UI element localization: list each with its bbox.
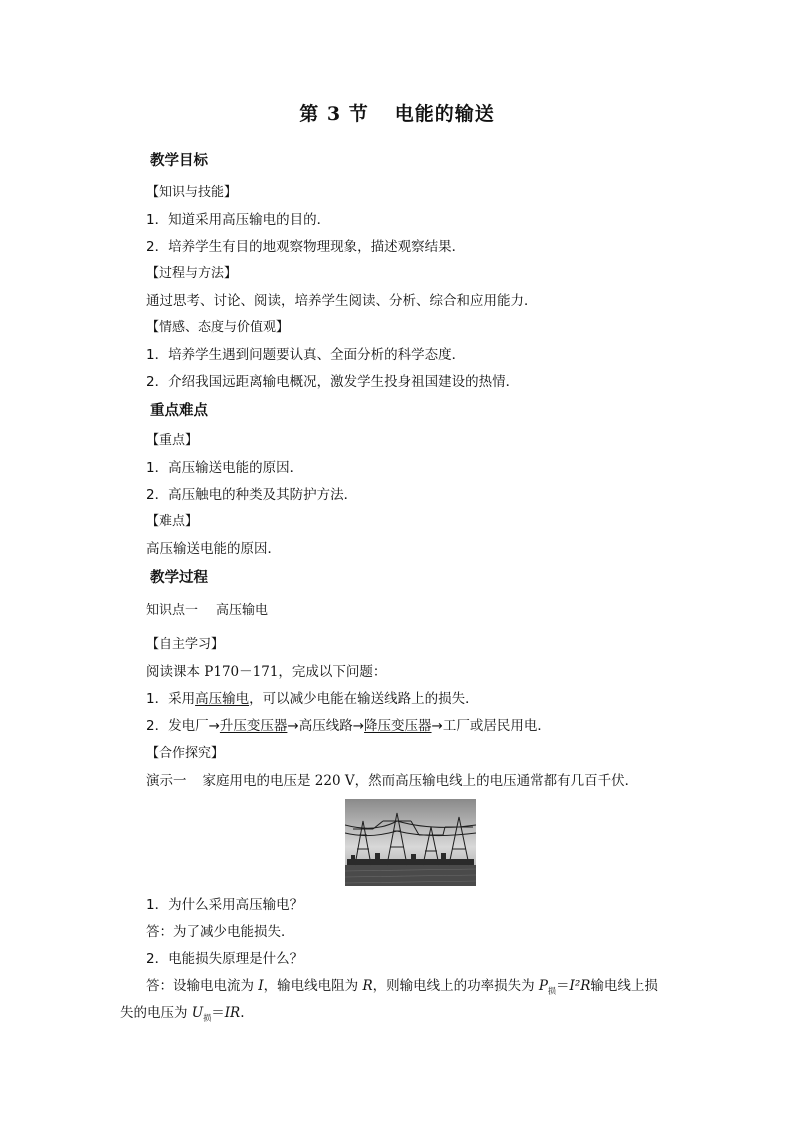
substation-image: [345, 799, 476, 886]
section-heading-key: 重点难点: [150, 403, 208, 419]
question-1: 1．为什么采用高压输电？: [146, 897, 304, 913]
reading-instruction: [146, 663, 386, 681]
topic-name: 高压输电: [216, 603, 269, 618]
topic-label: 知识点一: [146, 603, 199, 618]
key-difficulty-1: 高压输送电能的原因．: [146, 541, 281, 557]
page-title: [0, 102, 794, 126]
q1-prefix: 1．采用: [146, 691, 196, 707]
equals-sign-2: ＝: [211, 1005, 225, 1021]
symbol-voltage: U: [191, 1005, 204, 1021]
formula-i2r: I²R: [569, 978, 591, 994]
cooperation-heading: 【合作探究】: [146, 746, 225, 761]
self-study-heading: 【自主学习】: [146, 637, 225, 652]
demo-voltage: 220 V: [314, 773, 355, 789]
goals-process-heading: 【过程与方法】: [146, 266, 238, 281]
title-prefix: 第: [299, 103, 320, 125]
reading-prefix: 阅读课本: [146, 664, 205, 680]
q2-answer-1: 升压变压器: [219, 718, 288, 734]
goals-knowledge-1: 1．知道采用高压输电的目的．: [146, 212, 331, 228]
goals-process-1: 通过思考、讨论、阅读，培养学生阅读、分析、综合和应用能力．: [146, 293, 538, 309]
voltage-loss-subscript: 损: [203, 1013, 212, 1023]
demo-label: 演示一: [146, 773, 187, 789]
q1-answer: 高压输电: [195, 691, 250, 707]
self-study-q1: [146, 690, 479, 708]
answer-2-line-2: [120, 1004, 244, 1028]
answer-2-part-2: ，输电线电阻为: [263, 978, 363, 994]
answer-2-part-4: 输电线上损: [590, 978, 658, 994]
answer-2-part-3: ，则输电线上的功率损失为: [372, 978, 539, 994]
symbol-power: P: [538, 978, 548, 994]
question-2: 2．电能损失原理是什么？: [146, 951, 304, 967]
section-heading-process: 教学过程: [150, 570, 208, 586]
goals-knowledge-2: 2．培养学生有目的地观察物理现象，描述观察结果．: [146, 239, 466, 255]
key-focus-2: 2．高压触电的种类及其防护方法．: [146, 487, 358, 503]
answer-2-end: .: [240, 1005, 245, 1021]
demo-prefix: 家庭用电的电压是: [202, 773, 315, 789]
substation-photo: [345, 799, 476, 886]
demo-one: [146, 772, 638, 790]
goals-emotion-1: 1．培养学生遇到问题要认真、全面分析的科学态度．: [146, 347, 466, 363]
key-focus-heading: 【重点】: [146, 433, 199, 448]
q2-middle: →高压线路→: [287, 718, 365, 734]
answer-2-part-1: 答：设输电电流为: [146, 978, 259, 994]
section-heading-goals: 教学目标: [150, 153, 208, 169]
goals-knowledge-heading: 【知识与技能】: [146, 185, 238, 200]
formula-ir: IR: [224, 1005, 241, 1021]
answer-2-line-1: [146, 977, 658, 1001]
title-number: 3: [326, 103, 342, 125]
symbol-resistance: R: [362, 978, 373, 994]
reading-suffix: ，完成以下问题：: [278, 664, 387, 680]
title-name: 电能的输送: [394, 103, 495, 125]
self-study-q2: [146, 717, 551, 735]
answer-2-part-5: 失的电压为: [120, 1005, 192, 1021]
key-difficulty-heading: 【难点】: [146, 514, 199, 529]
q2-suffix: →工厂或居民用电．: [431, 718, 551, 734]
reading-pages: P170－171: [204, 664, 279, 680]
q2-prefix: 2．发电厂→: [146, 718, 220, 734]
answer-1: 答：为了减少电能损失．: [146, 924, 295, 940]
q1-suffix: ，可以减少电能在输送线路上的损失．: [249, 691, 479, 707]
goals-emotion-2: 2．介绍我国远距离输电概况，激发学生投身祖国建设的热情．: [146, 374, 520, 390]
key-focus-1: 1．高压输送电能的原因．: [146, 460, 304, 476]
q2-answer-2: 降压变压器: [364, 718, 432, 734]
power-loss-subscript: 损: [548, 986, 556, 996]
goals-emotion-heading: 【情感、态度与价值观】: [146, 320, 290, 335]
equals-sign-1: ＝: [556, 978, 570, 994]
topic-line: [146, 602, 268, 620]
title-section-word: 节: [348, 103, 369, 125]
demo-suffix: ，然而高压输电线上的电压通常都有几百千伏．: [354, 773, 639, 789]
symbol-current: I: [258, 978, 264, 994]
